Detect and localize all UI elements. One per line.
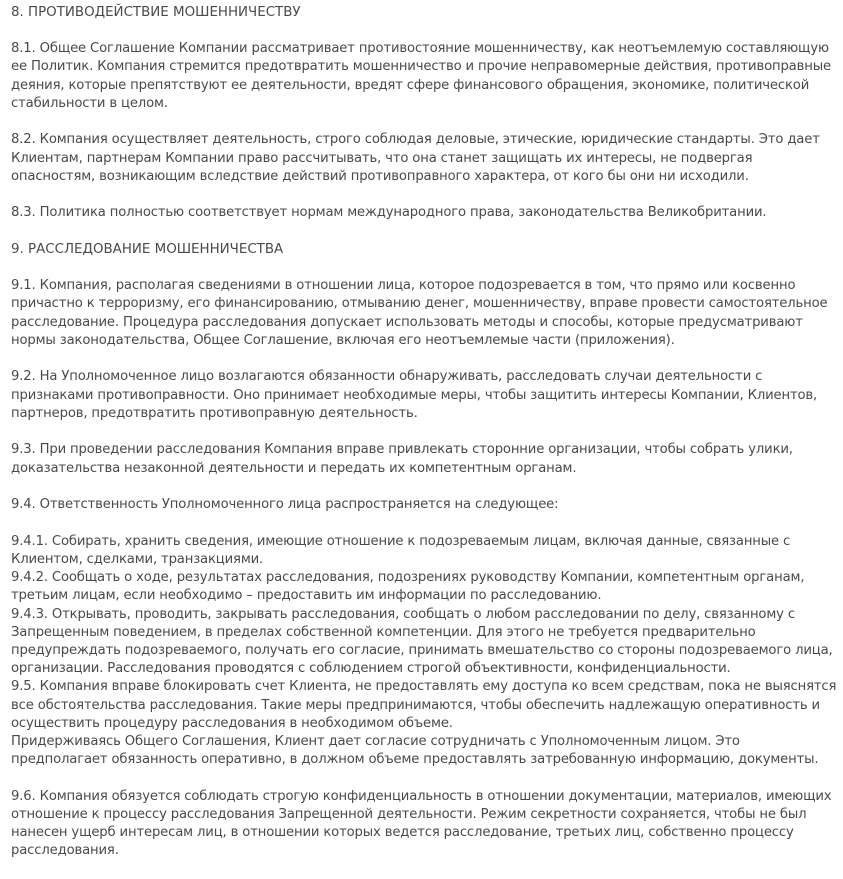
- paragraph-8-1: 8.1. Общее Соглашение Компании рассматривает противостояние мошенничеству, как неотъемлемую составляющую ее Политик. Компания стремится предотвратить мошенничество и прочие неправомерные действия, противоправные деяния, которые препятствуют ее деятельности, вредят сфере финансового обращения, экономике, политической стабильности в целом.: [11, 41, 831, 111]
- paragraph-9-1: 9.1. Компания, располагая сведениями в отношении лица, которое подозревается в том, что прямо или косвенно причастно к терроризму, его финансированию, отмыванию денег, мошенничеству, вправе провести самостоятельное расследование. Процедура расследования допускает использовать методы и способы, которые предусматривают нормы законодательства, Общее Соглашение, включая его неотъемлемые части (приложения).: [11, 278, 828, 348]
- paragraph-8-3: 8.3. Политика полностью соответствует нормам международного права, законодательства Великобритании.: [11, 205, 767, 221]
- paragraph-9-6: 9.6. Компания обязуется соблюдать строгую конфиденциальность в отношении документации, материалов, имеющих отношение к процессу расследования Запрещенной деятельности. Режим секретности сохраняется, чтобы не был нанесен ущерб интересам лиц, в отношении которых ведется расследование, третьих лиц, собственно процессу расследования.: [11, 788, 832, 859]
- section-8-heading: 8. ПРОТИВОДЕЙСТВИЕ МОШЕННИЧЕСТВУ: [11, 5, 301, 20]
- paragraph-9-4: 9.4. Ответственность Уполномоченного лица распространяется на следующее:: [11, 497, 559, 513]
- paragraph-8-2: 8.2. Компания осуществляет деятельность, строго соблюдая деловые, этические, юридические стандарты. Это дает Клиентам, партнерам Компании право рассчитывать, что она станет защищать их интересы, не подвергая опасностям, возникающим вследствие действий противоправного характера, от кого бы они ни исходили.: [11, 132, 820, 184]
- paragraph-9-5-continued: Придерживаясь Общего Соглашения, Клиент дает согласие сотрудничать с Уполномоченным лицом. Это предполагает обязанность оперативно, в должном объеме предоставлять затребованную информацию, документы.: [11, 734, 819, 768]
- document-body: [11, 4, 837, 879]
- section-9-heading: 9. РАССЛЕДОВАНИЕ МОШЕННИЧЕСТВА: [11, 242, 284, 257]
- paragraph-9-4-1: 9.4.1. Собирать, хранить сведения, имеющие отношение к подозреваемым лицам, включая данные, связанные с Клиентом, сделками, транзакциями.: [11, 533, 791, 567]
- paragraph-9-4-2: 9.4.2. Сообщать о ходе, результатах расследования, подозрениях руководству Компании, компетентным органам, третьим лицам, если необходимо – предоставить им информации по расследованию.: [11, 570, 805, 604]
- subclauses-group: [11, 533, 837, 770]
- paragraph-9-4-3: 9.4.3. Открывать, проводить, закрывать расследования, сообщать о любом расследовании по делу, связанному с Запрещенным поведением, в пределах собственной компетенции. Для этого не требуется предварительно предупреждать подозреваемого, получать его согласие, принимать вмешательство со стороны подозреваемого лица, организации. Расследования проводятся с соблюдением строгой объективности, конфиденциальности.: [11, 606, 833, 677]
- paragraph-9-2: 9.2. На Уполномоченное лицо возлагаются обязанности обнаруживать, расследовать случаи деятельности с признаками противоправности. Оно принимает необходимые меры, чтобы защитить интересы Компании, Клиентов, партнеров, предотвратить противоправную деятельность.: [11, 369, 818, 421]
- paragraph-9-5: 9.5. Компания вправе блокировать счет Клиента, не предоставлять ему доступа ко всем средствам, пока не выяснятся все обстоятельства расследования. Такие меры предпринимаются, чтобы обеспечить надлежащую оперативность и осуществить процедуру расследования в необходимом объеме.: [11, 679, 837, 731]
- paragraph-9-3: 9.3. При проведении расследования Компания вправе привлекать сторонние организации, чтобы собрать улики, доказательства незаконной деятельности и передать их компетентным органам.: [11, 442, 793, 476]
